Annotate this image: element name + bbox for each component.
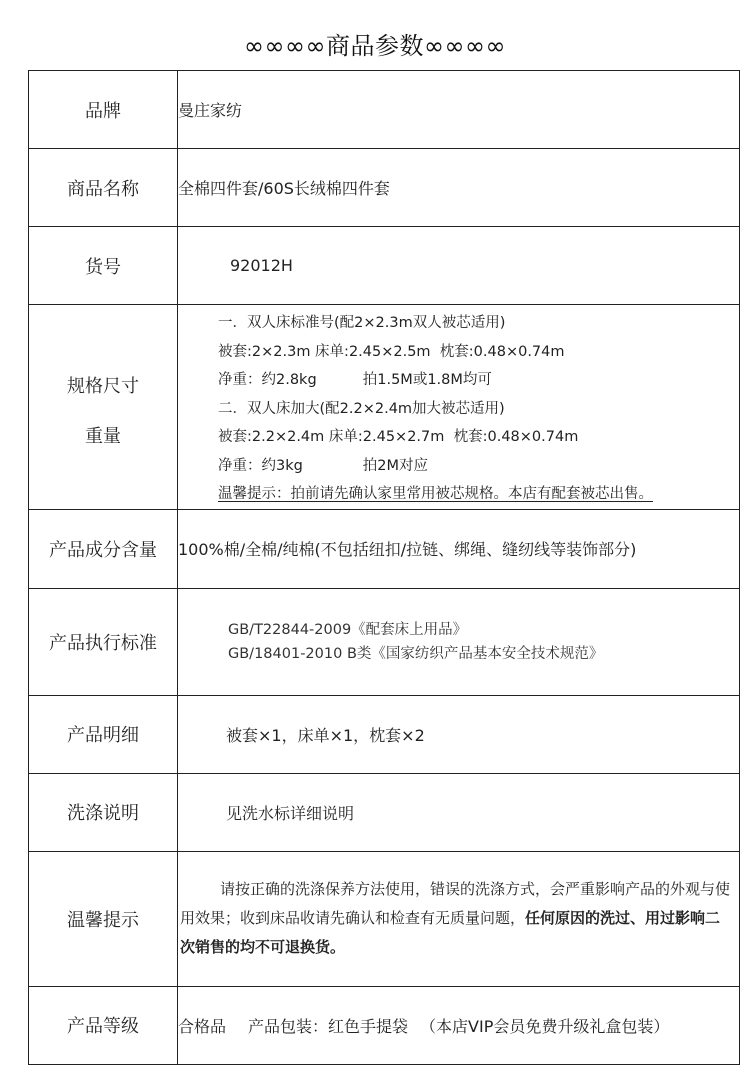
row-value-spec (178, 305, 740, 510)
row-value-grade (178, 986, 740, 1064)
spec-label-line2: 重量 (85, 425, 121, 447)
row-label-tips: 温馨提示 (29, 851, 178, 986)
row-label-standard: 产品执行标准 (29, 588, 178, 695)
standard-line: GB/18401-2010 B类《国家纺织产品基本安全技术规范》 (228, 645, 604, 662)
standard-line: GB/T22844-2009《配套床上用品》 (228, 621, 468, 638)
table-row (29, 509, 740, 588)
row-value-composition: 100%棉/全棉/纯棉(不包括纽扣/拉链、绑绳、缝纫线等装饰部分) (178, 509, 740, 588)
row-label-composition: 产品成分含量 (29, 509, 178, 588)
vip-note: （本店VIP会员免费升级礼盒包装） (420, 1016, 670, 1036)
row-label-grade: 产品等级 (29, 986, 178, 1064)
page-title: ∞∞∞∞商品参数∞∞∞∞ (244, 32, 506, 60)
row-value-detail: 被套×1，床单×1，枕套×2 (178, 695, 740, 773)
table-row (29, 851, 740, 986)
product-params-table (28, 70, 740, 1065)
row-label-brand: 品牌 (29, 71, 178, 149)
row-label-washing: 洗涤说明 (29, 773, 178, 851)
row-label-name: 商品名称 (29, 149, 178, 227)
row-value-standard (178, 588, 740, 695)
spec-line: 二．双人床加大(配2.2×2.4m加大被芯适用) (218, 400, 505, 417)
row-value-name: 全棉四件套/60S长绒棉四件套 (178, 149, 740, 227)
row-value-tips (178, 851, 740, 986)
table-row (29, 986, 740, 1064)
spec-line: 被套:2.2×2.4m 床单:2.45×2.7m 枕套:0.48×0.74m (218, 429, 579, 445)
tips-text: 请按正确的洗涤保养方法使用，错误的洗涤方式，会严重影响产品的外观与使用效果；收到床品收请先确认和检查有无质量问题， (180, 880, 731, 927)
table-row (29, 149, 740, 227)
table-row (29, 773, 740, 851)
table-row (29, 695, 740, 773)
row-value-washing: 见洗水标详细说明 (178, 773, 740, 851)
spec-line: 被套:2×2.3m 床单:2.45×2.5m 枕套:0.48×0.74m (218, 343, 565, 360)
row-label-detail: 产品明细 (29, 695, 178, 773)
row-value-sku: 92012H (178, 227, 740, 305)
package-info: 产品包装：红色手提袋 (248, 1016, 409, 1036)
spec-line: 净重：约3kg 拍2M对应 (218, 457, 428, 474)
table-row (29, 305, 740, 510)
row-label-sku: 货号 (29, 227, 178, 305)
spec-label-line1: 规格尺寸 (67, 375, 139, 397)
table-row (29, 227, 740, 305)
spec-tip-line: 温馨提示：拍前请先确认家里常用被芯规格。本店有配套被芯出售。 (218, 486, 653, 502)
table-row (29, 588, 740, 695)
grade-value: 合格品 (178, 1016, 227, 1036)
spec-line: 净重：约2.8kg 拍1.5M或1.8M均可 (218, 372, 492, 388)
spec-line: 一．双人床标准号(配2×2.3m双人被芯适用) (218, 315, 506, 331)
row-label-spec (29, 305, 178, 510)
tips-bold-text: 任何原因的洗过、用过影响二次销售的均不可退换货。 (180, 909, 721, 956)
table-row (29, 71, 740, 149)
row-value-brand: 曼庄家纺 (178, 71, 740, 149)
